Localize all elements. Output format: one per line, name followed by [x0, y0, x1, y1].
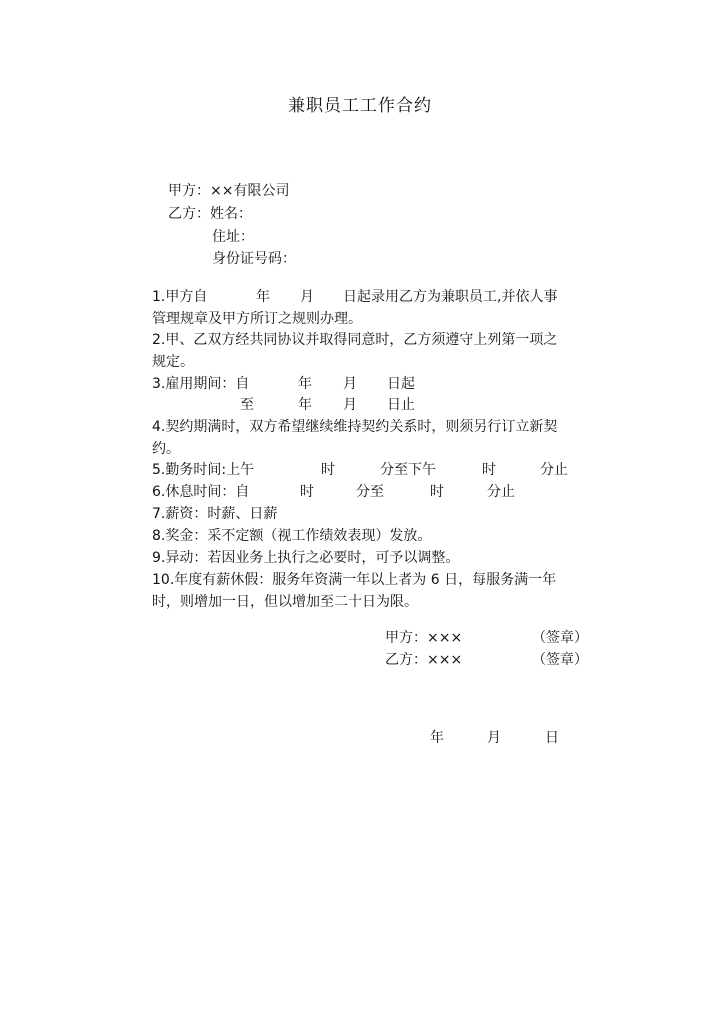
party-b-address: 住址：	[212, 229, 254, 245]
clause-3-day: 日起	[387, 376, 415, 392]
clause-1-year: 年	[256, 289, 270, 305]
date-year: 年	[430, 730, 444, 746]
seal-party-a: （签章）	[532, 630, 588, 646]
clause-4-cont: 约。	[152, 441, 180, 457]
clause-1-rest: 日起录用乙方为兼职员工,并依人事	[343, 289, 558, 305]
date-month: 月	[487, 730, 501, 746]
clause-5: 5.勤务时间:上午	[152, 462, 255, 478]
clause-3: 3.雇用期间：自	[152, 376, 250, 392]
clause-6-hour2: 时	[430, 484, 444, 500]
clause-6-hour: 时	[300, 484, 314, 500]
party-b-name: 乙方：姓名：	[168, 206, 252, 222]
clause-4: 4.契约期满时，双方希望继续维持契约关系时，则须另行订立新契	[152, 419, 558, 435]
party-b-id: 身份证号码：	[212, 251, 296, 267]
clause-8: 8.奖金：采不定额（视工作绩效表现）发放。	[152, 528, 432, 544]
clause-3-year: 年	[298, 376, 312, 392]
clause-5-min2: 分止	[540, 462, 568, 478]
document-title: 兼职员工工作合约	[288, 96, 432, 116]
clause-3-day2: 日止	[387, 397, 415, 413]
clause-3-month2: 月	[343, 397, 357, 413]
clause-6-min: 分至	[356, 484, 384, 500]
clause-2: 2.甲、乙双方经共同协议并取得同意时，乙方须遵守上列第一项之	[152, 332, 558, 348]
seal-party-b: （签章）	[532, 652, 588, 668]
signature-party-b: 乙方：×××	[385, 652, 463, 668]
clause-7: 7.薪资：时薪、日薪	[152, 506, 278, 522]
clause-3-year2: 年	[298, 397, 312, 413]
clause-10: 10.年度有薪休假：服务年资满一年以上者为 6 日，每服务满一年	[152, 572, 557, 588]
clause-9: 9.异动：若因业务上执行之必要时，可予以调整。	[152, 550, 460, 566]
clause-2-cont: 规定。	[152, 354, 194, 370]
party-a: 甲方：××有限公司	[168, 183, 290, 199]
clause-5-min: 分至下午	[380, 462, 436, 478]
clause-6-min2: 分止	[487, 484, 515, 500]
clause-6: 6.休息时间：自	[152, 484, 250, 500]
clause-1-cont: 管理规章及甲方所订之规则办理。	[152, 311, 362, 327]
clause-1-month: 月	[300, 289, 314, 305]
clause-5-hour2: 时	[482, 462, 496, 478]
clause-3-to: 至	[240, 397, 254, 413]
clause-5-hour: 时	[321, 462, 335, 478]
clause-3-month: 月	[343, 376, 357, 392]
clause-1: 1.甲方自	[152, 289, 208, 305]
date-day: 日	[545, 730, 559, 746]
clause-10-cont: 时，则增加一日，但以增加至二十日为限。	[152, 594, 418, 610]
signature-party-a: 甲方：×××	[385, 630, 463, 646]
